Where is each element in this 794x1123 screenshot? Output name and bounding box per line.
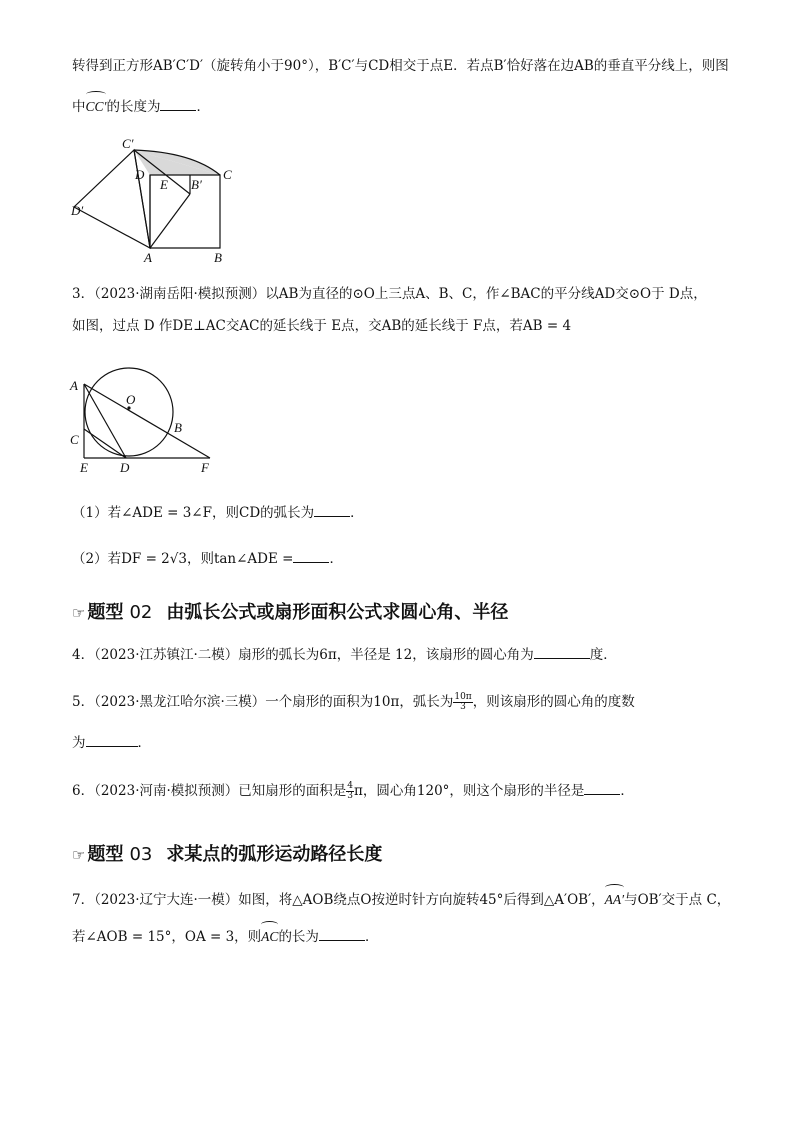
label-d: D bbox=[135, 167, 145, 182]
answer-blank bbox=[319, 926, 365, 941]
label-a: A bbox=[144, 250, 152, 265]
p7-line1 bbox=[72, 890, 730, 910]
label-o: O bbox=[126, 392, 136, 407]
heading-number: 03 bbox=[129, 844, 153, 865]
p3-line2: 如图，过点 D 作DE⊥AC交AC的延长线于 E点，交AB的延长线于 F点，若AB = 4 bbox=[72, 318, 572, 334]
heading-label: 题型 bbox=[87, 602, 124, 623]
label-d-prime: D′ bbox=[71, 203, 84, 218]
p5-line1 bbox=[72, 692, 635, 712]
p6-text-after: π，圆心角120°，则这个扇形的半径是 bbox=[354, 783, 585, 799]
p3-q1-text: （1）若∠ADE = 3∠F，则CD的弧长为 bbox=[72, 505, 315, 521]
p7-arc-aa: AA′ bbox=[605, 890, 624, 910]
label-e: E bbox=[80, 460, 88, 475]
frac-denominator: 3 bbox=[347, 791, 354, 801]
p2-line2 bbox=[72, 96, 210, 117]
heading-title: 求某点的弧形运动路径长度 bbox=[166, 844, 383, 865]
label-d: D bbox=[120, 460, 130, 475]
p7-line1-post: 与OB′交于点 C， bbox=[624, 892, 731, 908]
frac-denominator: 3 bbox=[460, 702, 466, 712]
answer-blank bbox=[584, 780, 620, 795]
label-e: E bbox=[160, 177, 168, 192]
answer-blank bbox=[86, 732, 138, 747]
p5-line2-text: 为 bbox=[72, 735, 86, 751]
pointing-hand-icon: ☞ bbox=[72, 604, 86, 622]
p2-line2-pre: 中 bbox=[72, 99, 86, 115]
label-c: C bbox=[223, 167, 232, 182]
p2-line2-post: 的长度为 bbox=[106, 99, 161, 115]
p6-fraction bbox=[346, 782, 354, 801]
p7-line2 bbox=[72, 926, 378, 947]
label-c-prime: C′ bbox=[122, 136, 134, 151]
p6 bbox=[72, 780, 634, 801]
p3-q1-end: ． bbox=[350, 505, 364, 521]
p2-line2-end: ． bbox=[196, 99, 210, 115]
p3-q2-text: （2）若DF = 2√3，则tan∠ADE = bbox=[72, 551, 294, 567]
p6-text: 6．（2023·河南·模拟预测）已知扇形的面积是 bbox=[72, 783, 347, 799]
p2-line1: 转得到正方形AB′C′D′（旋转角小于90°），B′C′与CD相交于点E．若点B′恰好落在边AB的垂直平分线上，则图 bbox=[72, 58, 729, 74]
heading-number: 02 bbox=[129, 602, 153, 623]
p2-arc-cc: CC′ bbox=[86, 97, 107, 117]
square-rotation-figure bbox=[62, 130, 252, 265]
p7-line1-pre: 7．（2023·辽宁大连·一模）如图，将△AOB绕点O按逆时针方向旋转45°后得到△A′OB′， bbox=[72, 892, 605, 908]
p4-end: 度． bbox=[589, 647, 617, 663]
heading-title: 由弧长公式或扇形面积公式求圆心角、半径 bbox=[166, 602, 509, 623]
label-b-prime: B′ bbox=[191, 177, 202, 192]
answer-blank bbox=[534, 644, 590, 659]
p5-text: 5．（2023·黑龙江哈尔滨·三模）一个扇形的面积为10π，弧长为 bbox=[72, 694, 454, 710]
p5-line2 bbox=[72, 732, 151, 753]
p3-q2-end: ． bbox=[329, 551, 343, 567]
p3-line1: 3．（2023·湖南岳阳·模拟预测）以AB为直径的⊙O上三点A、B、C，作∠BAC的平分线AD交⊙O于 D点， bbox=[72, 286, 707, 302]
answer-blank bbox=[314, 502, 350, 517]
p5-line2-end: ． bbox=[137, 735, 151, 751]
frac-numerator: 10π bbox=[454, 692, 472, 702]
label-b: B bbox=[214, 250, 222, 265]
p6-end: ． bbox=[620, 783, 634, 799]
section-heading-03 bbox=[72, 840, 382, 866]
section-heading-02 bbox=[72, 598, 508, 624]
heading-label: 题型 bbox=[87, 844, 124, 865]
label-f: F bbox=[201, 460, 209, 475]
p4 bbox=[72, 644, 617, 665]
p4-text: 4．（2023·江苏镇江·二模）扇形的弧长为6π，半径是 12，该扇形的圆心角为 bbox=[72, 647, 534, 663]
label-c: C bbox=[70, 432, 79, 447]
answer-blank bbox=[293, 548, 329, 563]
label-a: A bbox=[70, 378, 78, 393]
circle-figure bbox=[62, 360, 232, 475]
label-b: B bbox=[174, 420, 182, 435]
p3-q2 bbox=[72, 548, 343, 569]
frac-numerator: 4 bbox=[347, 781, 354, 791]
p7-arc-ac: AC bbox=[261, 927, 278, 947]
p7-line2-pre: 若∠AOB = 15°，OA = 3，则 bbox=[72, 929, 262, 945]
p5-text-after: ，则该扇形的圆心角的度数 bbox=[472, 694, 635, 710]
pointing-hand-icon: ☞ bbox=[72, 846, 86, 864]
p3-q1 bbox=[72, 502, 364, 523]
p7-line2-end: ． bbox=[364, 929, 379, 945]
p5-fraction bbox=[453, 693, 472, 712]
p7-line2-post: 的长为 bbox=[278, 929, 319, 945]
answer-blank bbox=[160, 96, 196, 111]
